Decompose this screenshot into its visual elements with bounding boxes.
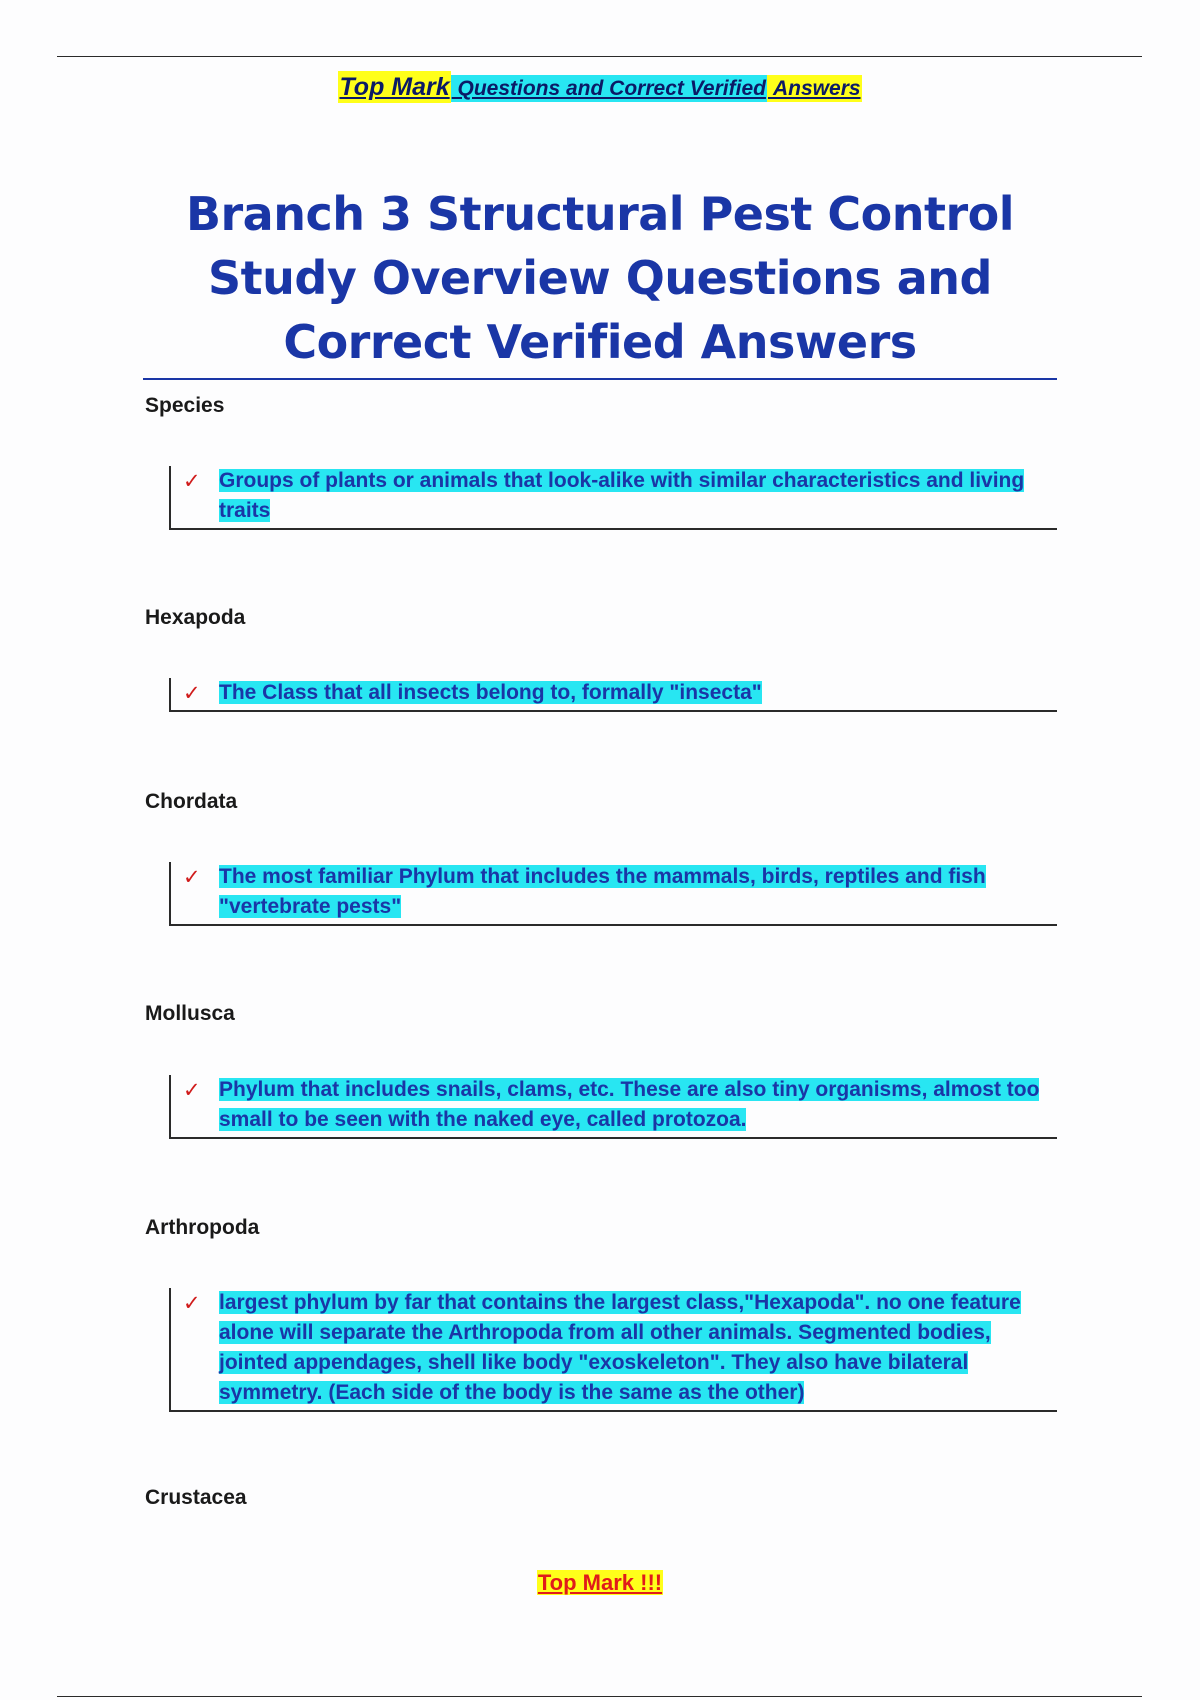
answer-chordata [219,862,1049,922]
term-chordata: Chordata [145,790,238,813]
checkmark-icon: ✓ [183,1291,201,1315]
answer-species [219,466,1049,526]
title-underline [143,378,1057,380]
answer-mollusca [219,1075,1049,1135]
answer-box-mollusca [169,1075,1057,1139]
term-arthropoda: Arthropoda [145,1216,260,1239]
checkmark-icon: ✓ [183,681,201,705]
term-mollusca: Mollusca [145,1002,235,1025]
footer-rule [57,1696,1142,1697]
checkmark-icon: ✓ [183,865,201,889]
answer-box-chordata [169,862,1057,926]
header-top-mark: Top Mark [339,73,450,101]
term-hexapoda: Hexapoda [145,606,246,629]
footer-top-mark [0,1568,1200,1598]
header-rule [57,56,1142,57]
header-middle-text: Questions and Correct Verified [451,77,766,100]
answer-arthropoda-text: largest phylum by far that contains the largest class,"Hexapoda". no one feature alone will separate the Arthropoda from all other animals. Segmented bodies, jointed appendages, shell like body "exoskeleton". They also have bilateral symmetry. (Each side of the body is the same as the other) [219,1291,1021,1404]
answer-arthropoda [219,1288,1049,1408]
header-end-text: Answers [767,77,861,100]
answer-chordata-text: The most familiar Phylum that includes the mammals, birds, reptiles and fish "vertebrate pests" [219,865,986,918]
answer-box-arthropoda [169,1288,1057,1412]
checkmark-icon: ✓ [183,1078,201,1102]
checkmark-icon: ✓ [183,469,201,493]
document-title: Branch 3 Structural Pest Control Study Overview Questions and Correct Verified Answers [185,187,1015,369]
running-header [0,72,1200,106]
answer-box-hexapoda [169,678,1057,712]
footer-top-mark-text: Top Mark !!! [537,1570,663,1595]
answer-box-species [169,466,1057,530]
term-species: Species [145,394,225,417]
term-crustacea: Crustacea [145,1486,247,1509]
answer-mollusca-text: Phylum that includes snails, clams, etc. These are also tiny organisms, almost too small to be seen with the naked eye, called protozoa. [219,1078,1040,1131]
answer-hexapoda [219,678,1049,708]
answer-species-text: Groups of plants or animals that look-alike with similar characteristics and living traits [219,469,1025,522]
answer-hexapoda-text: The Class that all insects belong to, formally "insecta" [219,681,762,704]
